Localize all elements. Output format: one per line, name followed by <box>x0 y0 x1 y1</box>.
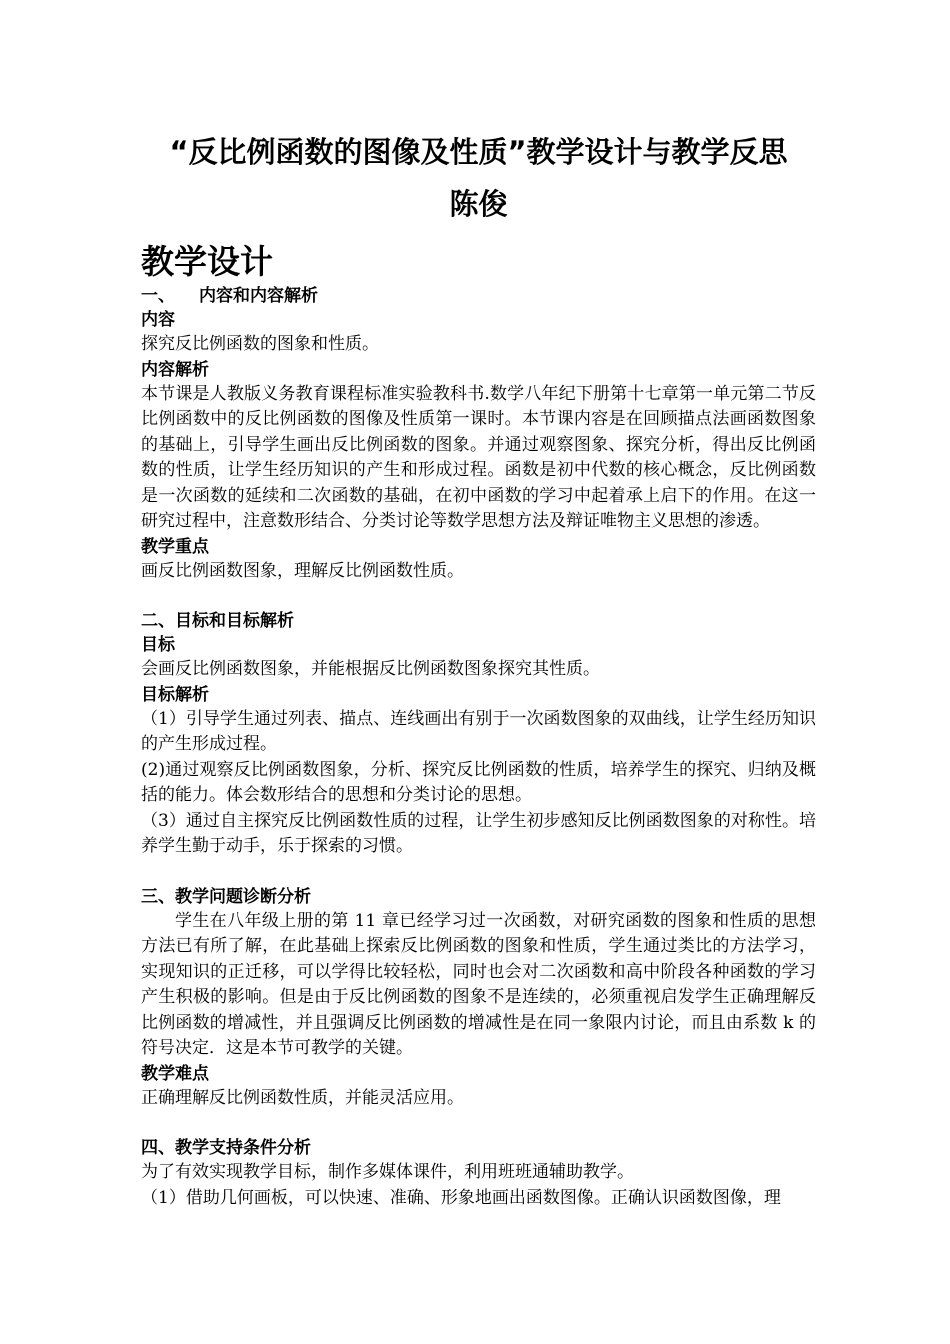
diagnosis-text: 学生在八年级上册的第 11 章已经学习过一次函数，对研究函数的图象和性质的思想方法已有所了解，在此基础上探索反比例函数的图象和性质，学生通过类比的方法学习，实现知识的正迁移，可以学得比较轻松，同时也会对二次函数和高中阶段各种函数的学习产生积极的影响。但是由于反比例函数的图象不是连续的，必须重视启发学生正确理解反比例函数的增减性，并且强调反比例函数的增减性是在同一象限内讨论，而且由系数 k 的符号决定．这是本节可教学的关键。 <box>141 910 816 1058</box>
content-analysis-text: 本节课是人教版义务教育课程标准实验教科书.数学八年纪下册第十七章第一单元第二节反比例函数中的反比例函数的图像及性质第一课时。本节课内容是在回顾描点法画函数图象的基础上，引导学生画出反比例函数的图象。并通过观察图象、探究分析，得出反比例函数的性质，让学生经历知识的产生和形成过程。函数是初中代数的核心概念，反比例函数是一次函数的延续和二次函数的基础，在初中函数的学习中起着承上启下的作用。在这一研究过程中，注意数形结合、分类讨论等数学思想方法及辩证唯物主义思想的渗透。 <box>141 383 816 531</box>
goal-item: (2)通过观察反比例函数图象，分析、探究反比例函数的性质，培养学生的探究、归纳及概括的能力。体会数形结合的思想和分类讨论的思想。 <box>141 759 816 805</box>
section-number: 一、 <box>141 286 175 306</box>
subheading-goal: 目标 <box>141 635 175 655</box>
section-content-analysis <box>141 284 816 584</box>
goal-item: （3）通过自主探究反比例函数性质的过程，让学生初步感知反比例函数图象的对称性。培养学生勤于动手，乐于探索的习惯。 <box>141 810 816 856</box>
subheading-key-point: 教学重点 <box>141 536 209 557</box>
spacer <box>141 584 816 609</box>
subheading-content-analysis: 内容解析 <box>141 359 209 380</box>
goal-text: 会画反比例函数图象，并能根据反比例函数图象探究其性质。 <box>141 659 600 679</box>
section-title: 三、教学问题诊断分析 <box>141 886 311 907</box>
spacer <box>141 1111 816 1136</box>
spacer <box>141 860 816 885</box>
section-support-conditions <box>141 1136 816 1211</box>
section-heading <box>141 284 816 308</box>
document-title: “反比例函数的图像及性质”教学设计与教学反思 <box>169 135 788 169</box>
section-problem-diagnosis <box>141 885 816 1112</box>
subheading-goal-analysis: 目标解析 <box>141 684 209 705</box>
section-goals <box>141 609 816 860</box>
section-title: 四、教学支持条件分析 <box>141 1138 311 1158</box>
content-text: 探究反比例函数的图象和性质。 <box>141 334 379 354</box>
document-author: 陈俊 <box>449 187 508 221</box>
support-text: 为了有效实现教学目标，制作多媒体课件，利用班班通辅助教学。 <box>141 1162 634 1182</box>
difficulty-text: 正确理解反比例函数性质，并能灵活应用。 <box>141 1087 464 1108</box>
section-title: 二、目标和目标解析 <box>141 611 294 631</box>
subheading-difficulty: 教学难点 <box>141 1063 209 1084</box>
subheading-content: 内容 <box>141 310 175 330</box>
section-title: 内容和内容解析 <box>199 286 318 306</box>
support-item: （1）借助几何画板，可以快速、准确、形象地画出函数图像。正确认识函数图像，理 <box>141 1187 781 1208</box>
goal-item: （1）引导学生通过列表、描点、连线画出有别于一次函数图象的双曲线，让学生经历知识的产生形成过程。 <box>141 708 816 754</box>
part-title: 教学设计 <box>141 242 273 281</box>
key-point-text: 画反比例函数图象，理解反比例函数性质。 <box>141 560 464 581</box>
